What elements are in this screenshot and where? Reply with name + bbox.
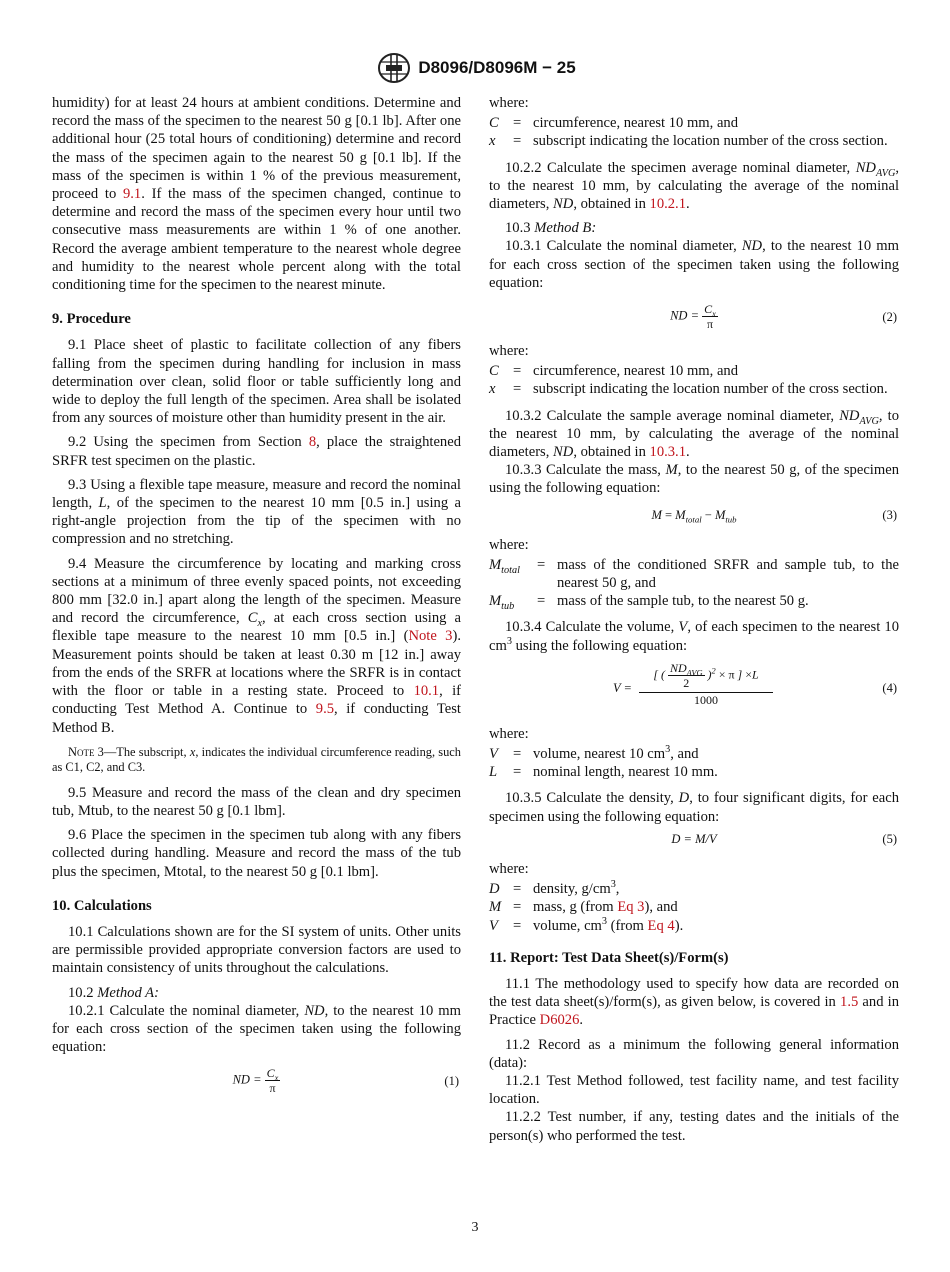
definition-row: $M_{tub}$ = mass of the sample tub, to the nearest 50 g. — [489, 593, 809, 613]
paragraph-9-5: 9.5 Measure and record the mass of the clean and dry specimen tub, Mtub, to the nearest 50 g [0.1 lbm]. — [52, 784, 461, 819]
equation-number: (3) — [882, 507, 897, 522]
equation-2: ND = $\frac{C_x}{\pi}$ (2) — [670, 302, 897, 332]
right-column — [489, 94, 899, 1145]
standard-designation: D8096/D8096M − 25 — [418, 58, 576, 77]
definition-row: C = circumference, nearest 10 mm, and — [489, 363, 739, 380]
left-column — [52, 94, 461, 1106]
paragraph-10-3-3: 10.3.3 Calculate the mass, M, to the nearest 50 g, of the specimen using the following equation: — [489, 462, 899, 497]
paragraph-9-4: 9.4 Measure the circumference by locating and marking cross sections at a minimum of three evenly spaced points, not exceeding 800 mm [32.0 in.] apart along the length of the specimen. Measure and record the circumference, $C_x$, at each cross section using a flexible tape measure to the nearest 10 mm [0.5 in.] (Note 3). Measurement points should be taken at least 0.30 m [12 in.] away from the ends of the SRFR at locations where the SRFR is in contact with the floor or table in a resting state. Proceed to 10.1, if conducting Test Method A. Continue to 9.5, if conducting Test Method B. — [52, 555, 462, 736]
definition-row: D = density, $g/cm^3$, — [489, 879, 620, 898]
paragraph-9-2: 9.2 Using the specimen from Section 8, place the straightened SRFR test specimen on the plastic. — [52, 434, 461, 469]
page-header — [0, 52, 950, 84]
astm-logo-icon — [374, 52, 414, 84]
paragraph-10-2: 10.2 Method A: — [68, 984, 159, 1001]
link-9-5[interactable]: 9.5 — [315, 701, 335, 718]
where-label: where: — [489, 536, 529, 553]
link-9-1[interactable]: 9.1 — [122, 186, 142, 203]
link-10-2-1[interactable]: 10.2.1 — [649, 196, 686, 213]
paragraph-11-2: 11.2 Record as a minimum the following general information (data): — [489, 1036, 899, 1071]
definition-list-3 — [489, 556, 899, 611]
equation-1: ND = $\frac{C_x}{\pi}$ (1) — [232, 1066, 459, 1096]
paragraph-8-continued: humidity) for at least 24 hours at ambient conditions. Determine and record the mass of the specimen to the nearest 50 g [0.1 lb]. After one additional hour (25 total hours of conditioning) determine and record the mass of the specimen again to the nearest 50 g [0.1 lb]. If the mass of the specimen is within 1 % of the previous measurement, proceed to 9.1. If the mass of the specimen changed, continue to determine and record the mass of the specimen every hour until two consecutive mass measurements are within 1 % of one another. Record the average ambient temperature to the nearest whole degree and humidity to the nearest whole percent along with the total conditioning time for the specimen to the nearest minute. — [52, 95, 461, 294]
section-heading-calculations: 10. Calculations — [52, 897, 152, 914]
definition-row: $M_{total}$ = mass of the conditioned SRFR and sample tub, to the nearest 50 g, and — [489, 556, 899, 592]
definition-list-1 — [489, 114, 899, 150]
paragraph-11-1: 11.1 The methodology used to specify how data are recorded on the test data sheet(s)/form(s), as given below, is covered in 1.5 and in Practice D6026. — [489, 975, 899, 1029]
link-eq-3[interactable]: Eq 3 — [617, 899, 645, 916]
paragraph-10-3-1: 10.3.1 Calculate the nominal diameter, ND, to the nearest 10 mm for each cross section of the specimen taken using the following equation: — [489, 238, 899, 291]
equation-number: (4) — [882, 680, 897, 695]
paragraph-10-2-2: 10.2.2 Calculate the specimen average nominal diameter, $ND_{AVG}$, to the nearest 10 mm, by calculating the average of the nominal diameters, ND, obtained in 10.2.1. — [489, 159, 899, 213]
definition-row: V = volume, $cm^3$ (from Eq 4). — [489, 915, 684, 934]
where-label: where: — [489, 860, 529, 877]
where-label: where: — [489, 95, 529, 111]
note-3: Note 3—The subscript, x, indicates the individual circumference reading, such as C1, C2, and C3. — [52, 744, 461, 775]
definition-row: L = nominal length, nearest 10 mm. — [489, 764, 718, 781]
definition-row: x = subscript indicating the location number of the cross section. — [489, 133, 888, 150]
equation-number: (5) — [882, 831, 897, 846]
definition-row: C = circumference, nearest 10 mm, and — [489, 115, 739, 132]
link-eq-4[interactable]: Eq 4 — [647, 917, 675, 934]
where-label: where: — [489, 343, 529, 360]
definition-list-4 — [489, 745, 899, 781]
paragraph-9-3: 9.3 Using a flexible tape measure, measure and record the nominal length, L, of the specimen to the nearest 10 mm [0.5 in.] using a right-angle projection from the tip of the specimen with no compression and no stretching. — [52, 476, 462, 548]
equation-number: (2) — [882, 310, 897, 325]
definition-list-2 — [489, 362, 899, 398]
definition-row: V = volume, nearest 10 $cm^3$, and — [489, 744, 699, 763]
link-10-1[interactable]: 10.1 — [413, 683, 440, 700]
paragraph-9-1: 9.1 Place sheet of plastic to facilitate collection of any fibers falling from the specimen during handling for inclusion in mass determination over clean, solid floor or table sufficiently long and wide to deploy the full length of the specimen. Area shall be isolated from any sources of moisture other than humidity present in the air. — [52, 337, 461, 427]
page-number: 3 — [471, 1220, 479, 1235]
link-section-8[interactable]: 8 — [308, 434, 317, 451]
paragraph-10-3: 10.3 Method B: — [505, 220, 597, 237]
equation-5: D = M/V (5) — [489, 828, 899, 852]
definition-list-5 — [489, 880, 899, 935]
paragraph-11-2-2: 11.2.2 Test number, if any, testing dates and the initials of the person(s) who performed the test. — [489, 1109, 899, 1144]
paragraph-10-3-2: 10.3.2 Calculate the sample average nominal diameter, $ND_{AVG}$, to the nearest 10 mm, by calculating the average of the nominal diameters, ND, obtained in 10.3.1. — [489, 407, 899, 461]
link-1-5[interactable]: 1.5 — [840, 994, 859, 1011]
definition-row: x = subscript indicating the location number of the cross section. — [489, 381, 888, 398]
equation-4: V = [ ( $\frac{ND_{AVG}}{2}$ )$^2$ × π ] ×L 1000 (4) — [613, 660, 897, 707]
paragraph-11-2-1: 11.2.1 Test Method followed, test facility name, and test facility location. — [489, 1072, 899, 1108]
equation-number: (1) — [444, 1074, 459, 1089]
paragraph-10-2-1: 10.2.1 Calculate the nominal diameter, ND, to the nearest 10 mm for each cross section of the specimen taken using the following equation: — [52, 1002, 461, 1056]
section-heading-report: 11. Report: Test Data Sheet(s)/Form(s) — [489, 949, 729, 966]
link-10-3-1[interactable]: 10.3.1 — [649, 444, 686, 461]
equation-3: $M = M_{total} - M_{tub}$ (3) — [651, 507, 897, 525]
link-d6026[interactable]: D6026 — [539, 1012, 580, 1029]
link-note-3[interactable]: Note 3 — [408, 628, 453, 645]
paragraph-9-6: 9.6 Place the specimen in the specimen tub along with any fibers collected during handling. Measure and record the mass of the tub plus the specimen, Mtotal, to the nearest 50 g [0.1 lbm]. — [52, 827, 461, 880]
where-label: where: — [489, 725, 529, 742]
section-heading-procedure: 9. Procedure — [52, 311, 131, 328]
paragraph-10-3-5: 10.3.5 Calculate the density, D, to four significant digits, for each specimen using the following equation: — [489, 790, 900, 825]
paragraph-10-3-4: 10.3.4 Calculate the volume, V, of each specimen to the nearest 10 $cm^3$ using the following equation: — [489, 619, 899, 654]
paragraph-10-1: 10.1 Calculations shown are for the SI system of units. Other units are permissible provided appropriate conversion factors are used to maintain consistency of units throughout the calculations. — [52, 923, 461, 977]
definition-row: M = mass, g (from Eq 3), and — [489, 899, 678, 916]
